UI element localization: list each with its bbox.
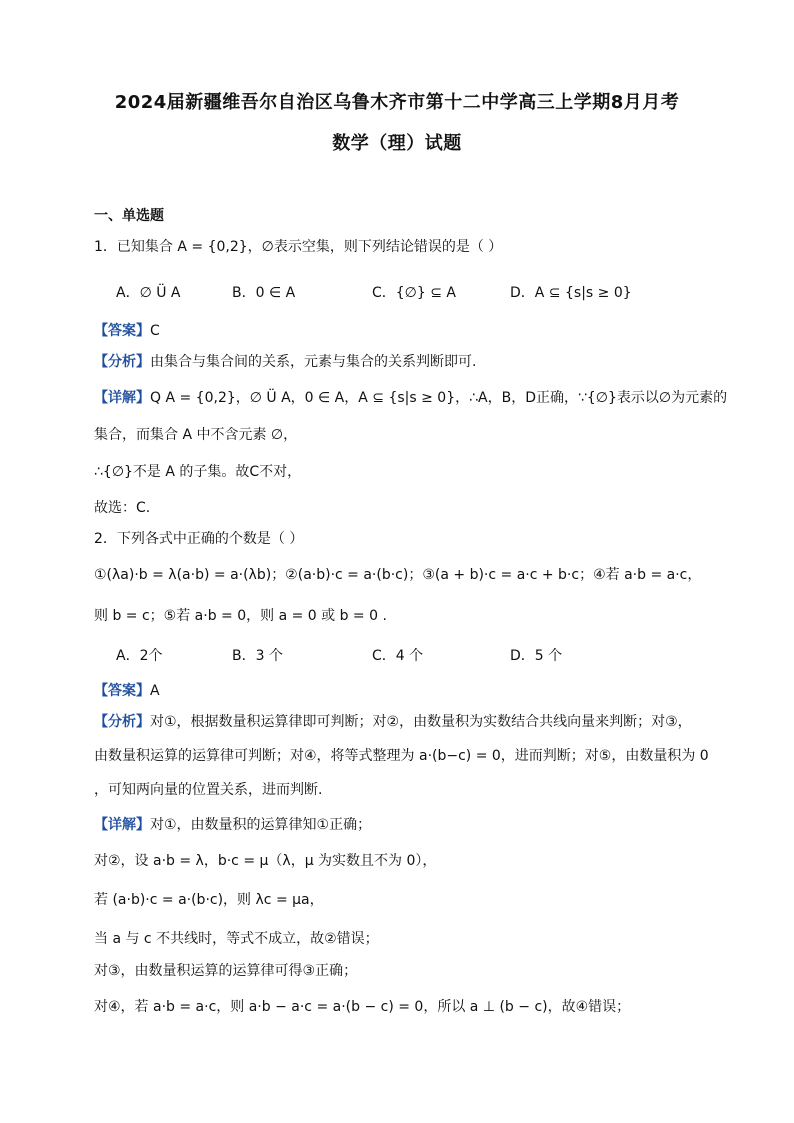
- q2-option-a: A．2个: [116, 648, 163, 664]
- document-title-line1: 2024届新疆维吾尔自治区乌鲁木齐市第十二中学高三上学期8月月考: [114, 92, 680, 113]
- q2-answer: A: [150, 683, 160, 699]
- q1-option-b: B．0 ∈ A: [232, 285, 296, 301]
- analysis-tag: 【分析】: [94, 714, 150, 730]
- q1-option-d: D．A ⊆ {s|s ≥ 0}: [510, 285, 632, 301]
- q1-answer-row: [94, 320, 160, 340]
- q1-detail-4: 故选：C.: [94, 500, 151, 516]
- answer-tag: 【答案】: [94, 683, 150, 699]
- analysis-tag: 【分析】: [94, 354, 150, 370]
- q2-answer-row: [94, 680, 160, 700]
- answer-tag: 【答案】: [94, 323, 150, 339]
- detail-tag: 【详解】: [94, 817, 150, 833]
- q1-stem: 1．已知集合 A = {0,2}，∅表示空集，则下列结论错误的是（ ）: [94, 239, 503, 255]
- q2-analysis-2: 由数量积运算的运算律可判断；对④，将等式整理为 a·(b−c) = 0，进而判断；对⑤，由数量积为 0: [94, 748, 709, 764]
- q2-option-d: D．5 个: [510, 648, 563, 664]
- q2-analysis-3: ，可知两向量的位置关系，进而判断.: [94, 782, 323, 798]
- document-title-line2: 数学（理）试题: [332, 133, 462, 154]
- q1-detail-1: Q A = {0,2}，∅ Ü A，0 ∈ A，A ⊆ {s|s ≥ 0}，∴A，B，D正确，∵{∅}表示以∅为元素的: [150, 390, 728, 406]
- q2-detail-1: 对①，由数量积的运算律知①正确；: [150, 817, 372, 833]
- q2-analysis-1: 对①，根据数量积运算律即可判断；对②，由数量积为实数结合共线向量来判断；对③，: [150, 714, 692, 730]
- section-heading: 一、单选题: [94, 208, 164, 224]
- q2-detail-3: 若 (a·b)·c = a·(b·c)，则 λc = μa，: [94, 892, 324, 908]
- q1-analysis: 由集合与集合间的关系，元素与集合的关系判断即可.: [150, 354, 477, 370]
- q2-detail-4: 当 a 与 c 不共线时，等式不成立，故②错误；: [94, 931, 379, 947]
- q2-detail-6: 对④，若 a·b = a·c，则 a·b − a·c = a·(b − c) = 0，所以 a ⊥ (b − c)，故④错误；: [94, 999, 631, 1015]
- q1-option-a: A．∅ Ü A: [116, 285, 181, 301]
- q1-detail-2: 集合，而集合 A 中不含元素 ∅，: [94, 427, 298, 443]
- q2-option-b: B．3 个: [232, 648, 283, 664]
- q1-detail-row: [94, 387, 727, 407]
- q2-statements-2: 则 b = c；⑤若 a·b = 0，则 a = 0 或 b = 0 .: [94, 608, 387, 624]
- q1-option-c: C．{∅} ⊆ A: [372, 285, 456, 301]
- q2-detail-2: 对②，设 a·b = λ，b·c = μ（λ，μ 为实数且不为 0），: [94, 853, 437, 869]
- detail-tag: 【详解】: [94, 390, 150, 406]
- q2-stem: 2．下列各式中正确的个数是（ ）: [94, 531, 304, 547]
- q2-option-c: C．4 个: [372, 648, 424, 664]
- q1-detail-3: ∴{∅}不是 A 的子集。故C不对，: [94, 464, 302, 480]
- q2-detail-5: 对③，由数量积运算的运算律可得③正确；: [94, 963, 358, 979]
- q2-detail-row: [94, 814, 371, 834]
- q2-analysis-row: [94, 711, 692, 731]
- q1-answer: C: [150, 323, 160, 339]
- q2-statements-1: ①(λa)·b = λ(a·b) = a·(λb)；②(a·b)·c = a·(b·c)；③(a + b)·c = a·c + b·c；④若 a·b = a·c，: [94, 567, 702, 583]
- q1-analysis-row: [94, 351, 476, 371]
